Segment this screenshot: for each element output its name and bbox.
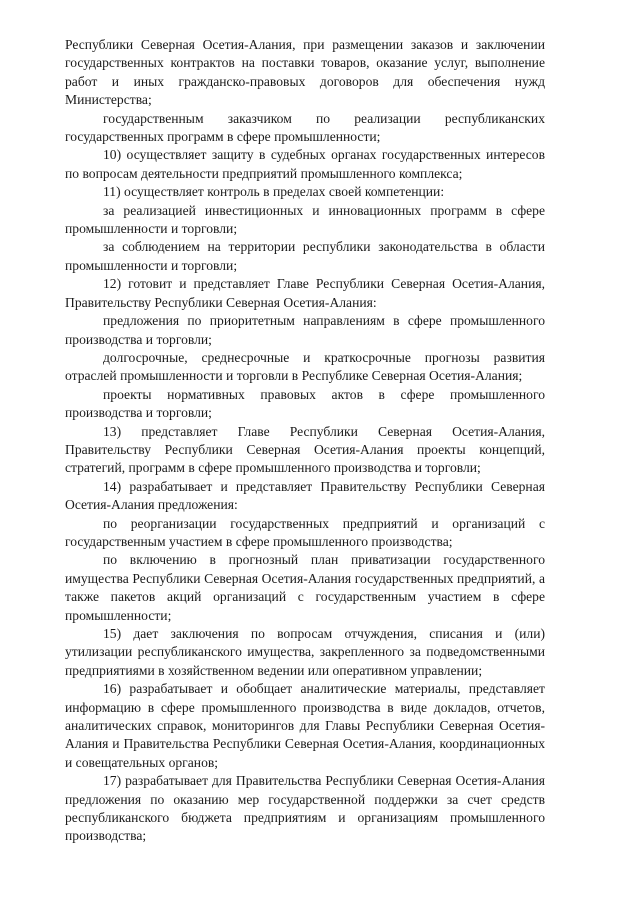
paragraph-15: 15) дает заключения по вопросам отчуждения, списания и (или) утилизации республиканского имущества, закрепленного за подведомственными предприятиями в хозяйственном ведении или оперативном управлении; (65, 626, 545, 678)
paragraph-8: предложения по приоритетным направлениям в сфере промышленного производства и торговли; (65, 313, 545, 347)
paragraph-4: 11) осуществляет контроль в пределах своей компетенции: (103, 184, 445, 200)
paragraph-12: 14) разрабатывает и представляет Правительству Республики Северная Осетия-Алания предложения: (65, 478, 545, 513)
paragraph-16: 16) разрабатывает и обобщает аналитические материалы, представляет информацию в сфере промышленного производства в виде докладов, отчетов, аналитических справок, мониторингов для Главы Республики Северная Осетия-Алания и Правительства Республики Северная Осетия-Алания, координационных и совещательных органов; (65, 681, 545, 770)
paragraph-1: Республики Северная Осетия-Алания, при размещении заказов и заключении государственных контрактов на поставки товаров, оказание услуг, выполнение работ и иных гражданско-правовых договоров для обеспечения нужд Министерства; (65, 37, 545, 108)
paragraph-7: 12) готовит и представляет Главе Республики Северная Осетия-Алания, Правительству Республики Северная Осетия-Алания: (65, 276, 545, 310)
paragraph-9: долгосрочные, среднесрочные и краткосрочные прогнозы развития отраслей промышленности и торговли в Республике Северная Осетия-Алания; (65, 349, 545, 384)
paragraph-2: государственным заказчиком по реализации республиканских государственных программ в сфере промышленности; (65, 110, 545, 145)
document-page (65, 36, 545, 846)
paragraph-10: проекты нормативных правовых актов в сфере промышленного производства и торговли; (65, 386, 545, 421)
paragraph-11: 13) представляет Главе Республики Северная Осетия-Алания, Правительству Республики Северная Осетия-Алания проекты концепций, стратегий, программ в сфере промышленного производства и торговли; (65, 423, 545, 476)
paragraph-14: по включению в прогнозный план приватизации государственного имущества Республики Северная Осетия-Алания государственных предприятий, а также пакетов акций организаций с государственным участием в сфере промышленности; (65, 552, 545, 623)
paragraph-6: за соблюдением на территории республики законодательства в области промышленности и торговли; (65, 239, 545, 273)
paragraph-17: 17) разрабатывает для Правительства Республики Северная Осетия-Алания предложения по оказанию мер государственной поддержки за счет средств республиканского бюджета предприятиям и организациям промышленного производства; (65, 773, 545, 844)
paragraph-3: 10) осуществляет защиту в судебных органах государственных интересов по вопросам деятельности предприятий промышленного комплекса; (65, 147, 545, 181)
paragraph-13: по реорганизации государственных предприятий и организаций с государственным участием в сфере промышленного производства; (65, 515, 545, 549)
paragraph-5: за реализацией инвестиционных и инновационных программ в сфере промышленности и торговли; (65, 202, 545, 237)
